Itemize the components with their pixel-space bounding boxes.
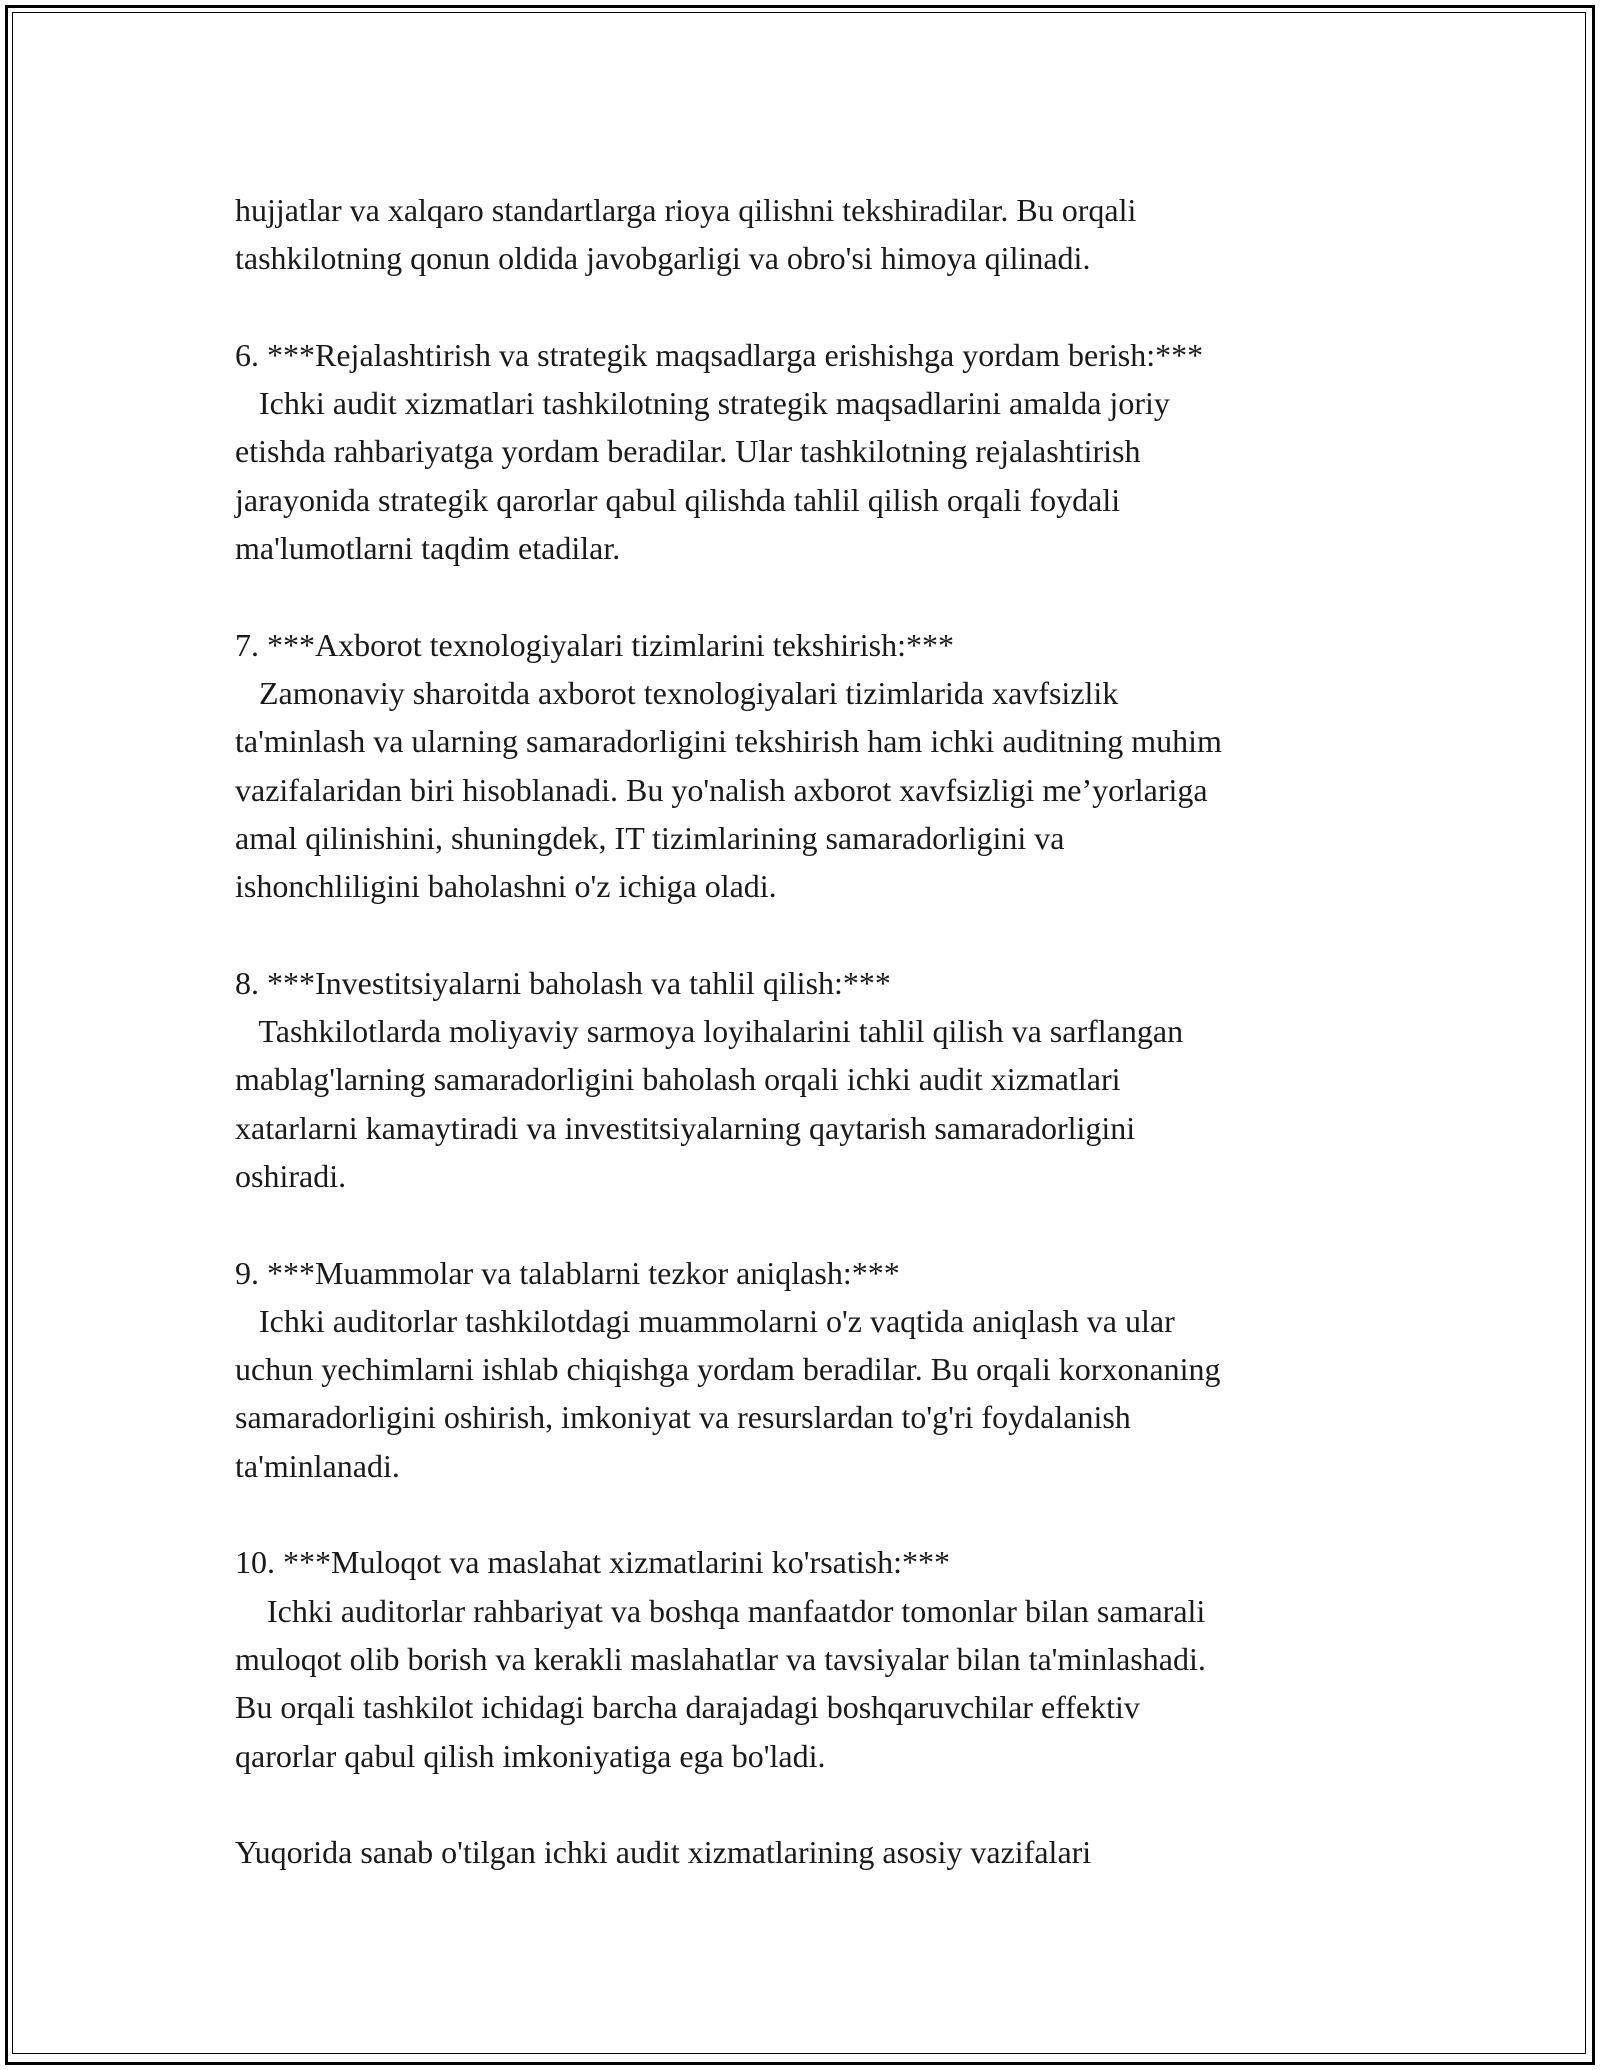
blank-line	[235, 1780, 1375, 1828]
text-line: Tashkilotlarda moliyaviy sarmoya loyihalarini tahlil qilish va sarflangan	[235, 1013, 1184, 1050]
blank-line	[235, 910, 1375, 958]
text-line: hujjatlar va xalqaro standartlarga rioya qilishni tekshiradilar. Bu orqali	[235, 192, 1137, 228]
text-line: Zamonaviy sharoitda axborot texnologiyalari tizimlarida xavfsizlik	[235, 674, 1119, 711]
blank-line	[235, 283, 1375, 331]
text-line: Ichki audit xizmatlari tashkilotning strategik maqsadlarini amalda joriy	[235, 385, 1170, 422]
blank-line	[235, 1490, 1375, 1538]
text-line: muloqot olib borish va kerakli maslahatlar va tavsiyalar bilan ta'minlashadi.	[235, 1640, 1206, 1677]
text-line: ishonchliligini baholashni o'z ichiga oladi.	[235, 868, 777, 905]
text-line: mablag'larning samaradorligini baholash orqali ichki audit xizmatlari	[235, 1061, 1121, 1098]
text-line: Ichki auditorlar tashkilotdagi muammolarni o'z vaqtida aniqlash va ular	[235, 1302, 1175, 1339]
section-heading-6: 6. ***Rejalashtirish va strategik maqsadlarga erishishga yordam berish:***	[235, 336, 1204, 373]
text-line: qarorlar qabul qilish imkoniyatiga ega bo'ladi.	[235, 1737, 826, 1774]
text-line: Bu orqali tashkilot ichidagi barcha darajadagi boshqaruvchilar effektiv	[235, 1689, 1140, 1726]
text-line: amal qilinishini, shuningdek, IT tizimlarining samaradorligini va	[235, 819, 1065, 856]
text-line: etishda rahbariyatga yordam beradilar. Ular tashkilotning rejalashtirish	[235, 433, 1141, 470]
text-line: uchun yechimlarni ishlab chiqishga yordam beradilar. Bu orqali korxonaning	[235, 1351, 1221, 1388]
document-body	[235, 186, 1375, 1876]
text-line: ta'minlanadi.	[235, 1447, 400, 1484]
blank-line	[235, 1200, 1375, 1248]
text-line: xatarlarni kamaytiradi va investitsiyalarning qaytarish samaradorligini	[235, 1109, 1136, 1146]
text-line: ma'lumotlarni taqdim etadilar.	[235, 530, 621, 567]
section-heading-9: 9. ***Muammolar va talablarni tezkor aniqlash:***	[235, 1254, 900, 1291]
section-heading-7: 7. ***Axborot texnologiyalari tizimlarini tekshirish:***	[235, 626, 954, 663]
text-line: Ichki auditorlar rahbariyat va boshqa manfaatdor tomonlar bilan samarali	[235, 1592, 1206, 1629]
text-line: tashkilotning qonun oldida javobgarligi va obro'si himoya qilinadi.	[235, 240, 1091, 277]
text-line: Yuqorida sanab o'tilgan ichki audit xizmatlarining asosiy vazifalari	[235, 1834, 1092, 1871]
text-line: ta'minlash va ularning samaradorligini tekshirish ham ichki auditning muhim	[235, 723, 1222, 760]
section-heading-8: 8. ***Investitsiyalarni baholash va tahlil qilish:***	[235, 964, 891, 1001]
text-line: vazifalaridan biri hisoblanadi. Bu yo'nalish axborot xavfsizligi me’yorlariga	[235, 771, 1208, 808]
text-line: jarayonida strategik qarorlar qabul qilishda tahlil qilish orqali foydali	[235, 481, 1121, 518]
text-line: samaradorligini oshirish, imkoniyat va resurslardan to'g'ri foydalanish	[235, 1399, 1131, 1436]
section-heading-10: 10. ***Muloqot va maslahat xizmatlarini ko'rsatish:***	[235, 1544, 950, 1581]
blank-line	[235, 572, 1375, 620]
text-line: oshiradi.	[235, 1157, 347, 1194]
